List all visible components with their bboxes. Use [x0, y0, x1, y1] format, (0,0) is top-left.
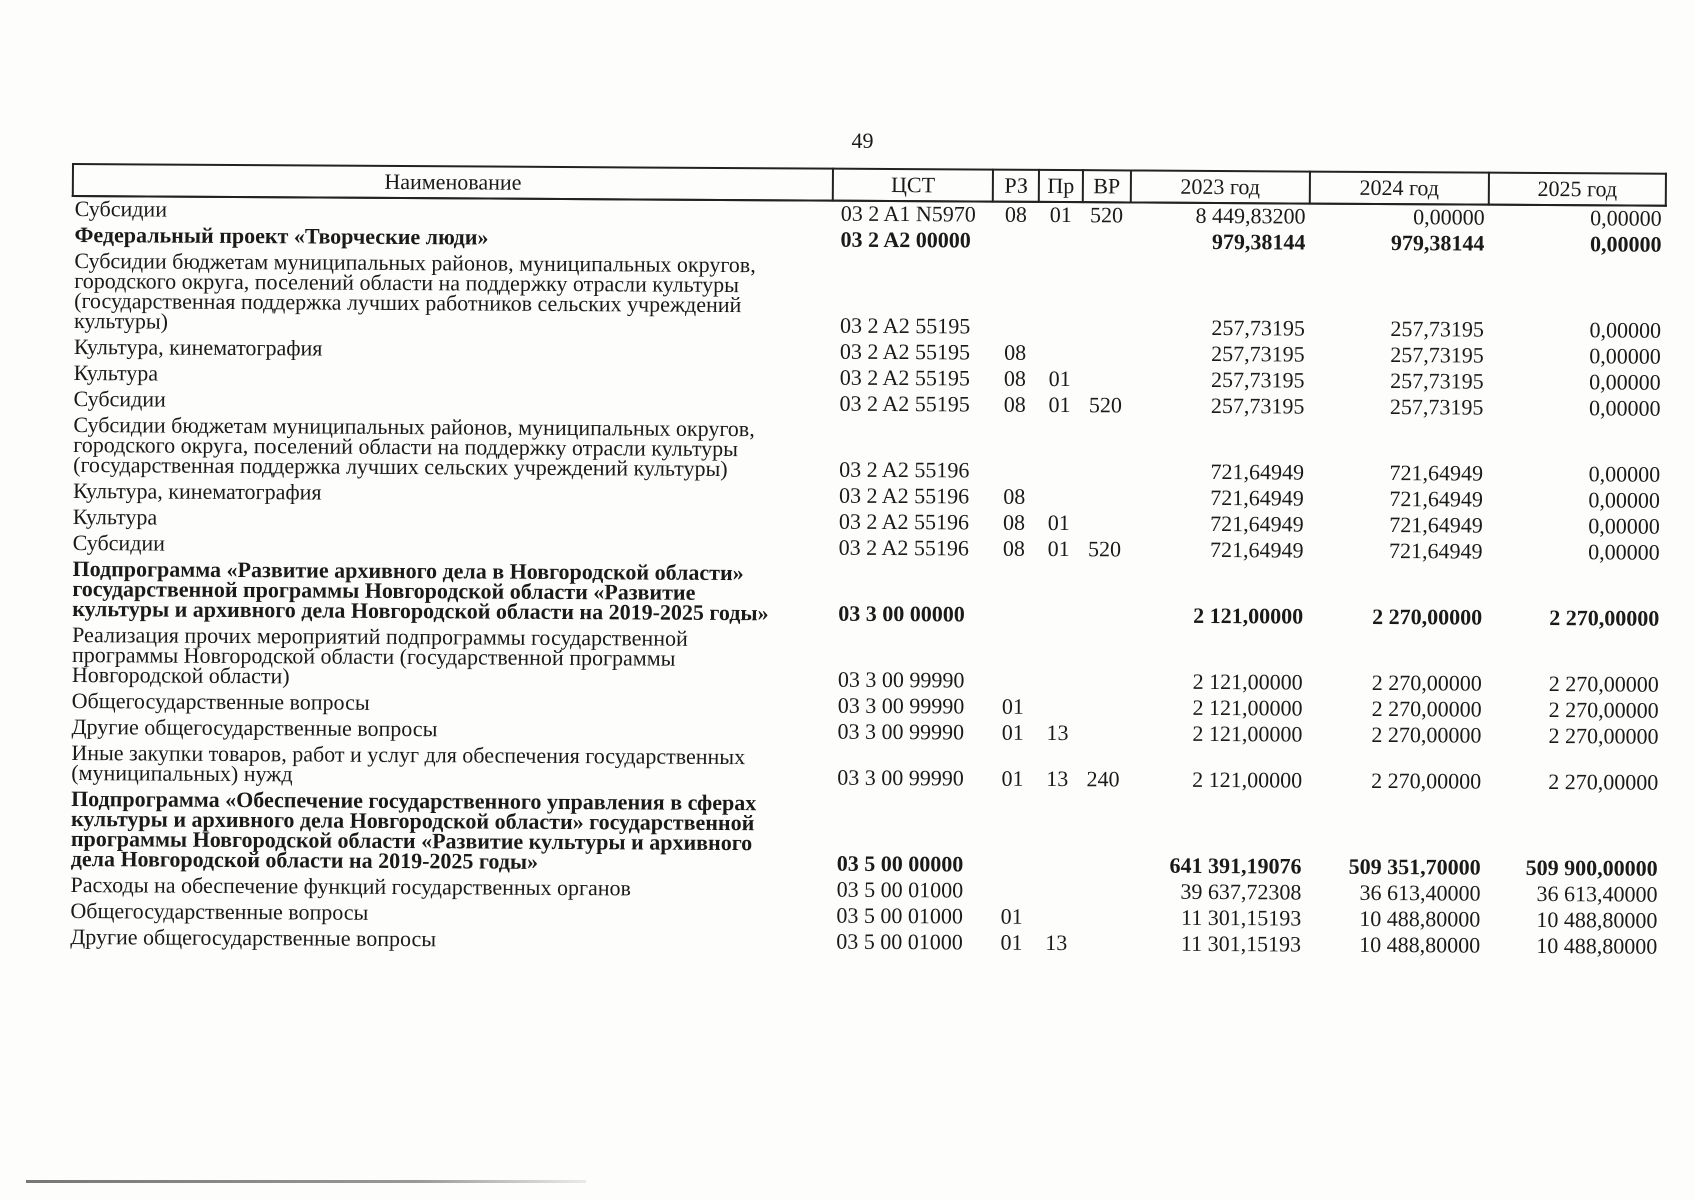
cell-2023: 39 637,72308	[1180, 878, 1302, 905]
cell-cst: 03 2 A2 00000	[840, 226, 971, 253]
cell-pr: 01	[1048, 365, 1071, 392]
cell-2025: 2 270,00000	[1548, 697, 1659, 723]
cell-vr	[1078, 905, 1126, 931]
header-vr: ВР	[1083, 170, 1131, 202]
cell-pr	[1036, 695, 1080, 721]
cell-2023: 721,64949	[1209, 536, 1304, 563]
cell-rz	[989, 793, 1035, 879]
cell-vr: 520	[1088, 392, 1122, 418]
cell-name: Реализация прочих мероприятий подпрограммы государственной программы Новгородской области (государственной программы Новгородской области)	[71, 622, 688, 689]
header-cst: ЦСТ	[833, 169, 994, 202]
budget-table	[67, 163, 1667, 961]
cell-2024: 509 351,70000	[1348, 853, 1481, 880]
cell-cst: 03 2 A2 55196	[838, 534, 969, 561]
cell-2023: 11 301,15193	[1181, 904, 1302, 931]
cell-2025: 0,00000	[1589, 317, 1662, 343]
cell-2024: 2 270,00000	[1371, 721, 1482, 748]
cell-vr	[1082, 229, 1130, 255]
cell-cst: 03 5 00 01000	[836, 928, 963, 955]
header-2024: 2024 год	[1310, 172, 1489, 205]
cell-2025: 2 270,00000	[1548, 769, 1659, 795]
cell-cst: 03 2 A2 55195	[839, 390, 970, 417]
cell-rz	[989, 879, 1035, 905]
cell-2023: 2 121,00000	[1192, 668, 1303, 695]
cell-vr	[1082, 255, 1130, 341]
cell-pr	[1036, 563, 1080, 629]
cell-rz: 01	[1001, 693, 1025, 719]
cell-2024: 36 613,40000	[1359, 879, 1481, 906]
cell-name: Культура, кинематография	[72, 478, 322, 505]
cell-name: Культура	[72, 504, 158, 530]
cell-name: Другие общегосударственные вопросы	[71, 714, 438, 742]
cell-vr: 520	[1089, 202, 1124, 228]
cell-vr: 240	[1086, 766, 1120, 792]
cell-2024: 2 270,00000	[1372, 603, 1483, 630]
cell-vr	[1082, 367, 1130, 393]
cell-name: Общегосударственные вопросы	[71, 688, 370, 715]
cell-vr	[1079, 695, 1127, 721]
header-pr: Пр	[1039, 170, 1083, 202]
cell-vr	[1080, 629, 1128, 695]
cell-pr: 13	[1046, 765, 1069, 792]
cell-vr: 520	[1087, 536, 1122, 562]
cell-2024: 721,64949	[1389, 512, 1483, 538]
table-row	[70, 623, 1663, 699]
cell-cst: 03 5 00 01000	[836, 876, 964, 903]
cell-pr	[1038, 341, 1082, 367]
cell-2025: 2 270,00000	[1549, 605, 1660, 631]
cell-2025: 2 270,00000	[1548, 671, 1659, 697]
cell-2025: 0,00000	[1589, 231, 1662, 257]
cell-rz: 08	[1002, 535, 1026, 561]
header-rz: РЗ	[993, 170, 1039, 202]
cell-cst: 03 5 00 01000	[836, 902, 964, 929]
table-row	[69, 787, 1662, 883]
cell-cst: 03 3 00 99990	[837, 666, 965, 693]
cell-vr	[1079, 721, 1127, 747]
cell-2023: 257,73195	[1210, 366, 1305, 393]
cell-2024: 257,73195	[1390, 316, 1485, 342]
cell-2025: 36 613,40000	[1536, 880, 1658, 907]
cell-name: Другие общегосударственные вопросы	[70, 924, 437, 952]
cell-2025: 0,00000	[1588, 513, 1660, 539]
cell-pr	[1035, 879, 1079, 905]
cell-vr	[1078, 879, 1126, 905]
cell-2023: 2 121,00000	[1193, 602, 1304, 629]
cell-vr	[1082, 341, 1130, 367]
cell-cst: 03 2 A2 55196	[839, 456, 970, 483]
cell-name: Подпрограмма «Развитие архивного дела в Новгородской области» государственной программы Новгородской области «Развитие культуры и архивного дела Новгородской области на 2019-2025 годы»	[72, 556, 769, 626]
cell-2024: 257,73195	[1390, 342, 1484, 368]
cell-pr	[1037, 419, 1081, 485]
cell-2025: 0,00000	[1589, 343, 1661, 369]
cell-rz	[993, 229, 1039, 255]
cell-2025: 509 900,00000	[1525, 854, 1658, 881]
cell-pr	[1034, 905, 1078, 931]
cell-2024: 10 488,80000	[1359, 931, 1481, 958]
cell-name: Субсидии бюджетам муниципальных районов, муниципальных округов, городского округа, поселений области на поддержку отрасли культуры (государственная поддержка лучших работников сельских учреждений культуры)	[73, 248, 756, 334]
cell-2024: 721,64949	[1389, 486, 1483, 512]
cell-2024: 10 488,80000	[1359, 905, 1481, 932]
budget-table-container	[67, 163, 1667, 961]
header-2025: 2025 год	[1489, 173, 1666, 206]
table-row	[72, 249, 1665, 345]
cell-2023: 721,64949	[1210, 510, 1304, 537]
cell-2023: 11 301,15193	[1180, 930, 1302, 957]
cell-2024: 2 270,00000	[1371, 695, 1482, 722]
cell-pr: 01	[1048, 391, 1071, 418]
page-number: 49	[851, 128, 874, 153]
cell-name: Иные закупки товаров, работ и услуг для обеспечения государственных (муниципальных) нужд	[71, 740, 746, 787]
cell-2023: 2 121,00000	[1192, 766, 1303, 793]
cell-2023: 257,73195	[1211, 314, 1305, 341]
cell-2025: 10 488,80000	[1536, 906, 1658, 933]
cell-pr: 13	[1046, 719, 1069, 746]
cell-pr: 01	[1049, 201, 1072, 228]
cell-2024: 2 270,00000	[1371, 669, 1482, 696]
cell-2023: 2 121,00000	[1192, 720, 1303, 747]
cell-name: Культура, кинематография	[73, 334, 323, 361]
cell-2024: 979,38144	[1390, 230, 1485, 256]
cell-cst: 03 5 00 00000	[836, 850, 964, 877]
cell-2023: 257,73195	[1211, 340, 1305, 367]
cell-vr	[1081, 511, 1129, 537]
cell-name: Субсидии бюджетам муниципальных районов, муниципальных округов, городского округа, поселений области на поддержку отрасли культуры (государственная поддержка лучших сельских учреждений культуры)	[73, 412, 755, 482]
cell-cst: 03 3 00 99990	[837, 692, 965, 719]
cell-name: Субсидии	[73, 386, 166, 412]
cell-cst: 03 3 00 99990	[837, 764, 964, 791]
cell-vr	[1081, 419, 1129, 485]
cell-cst: 03 2 A2 55196	[838, 482, 970, 509]
cell-2024: 721,64949	[1389, 460, 1484, 486]
table-row	[70, 557, 1663, 633]
cell-2023: 979,38144	[1211, 228, 1306, 255]
cell-rz: 01	[1000, 903, 1023, 929]
cell-2025: 0,00000	[1589, 369, 1661, 395]
cell-name: Подпрограмма «Обеспечение государственного управления в сферах культуры и архивного дела Новгородской области» государственной программы Новгородской области «Развитие культуры и архивного дела Новгородской области на 2019-2025 годы»	[70, 786, 757, 874]
cell-2024: 257,73195	[1389, 394, 1484, 420]
cell-cst: 03 3 00 00000	[838, 600, 965, 627]
cell-name: Федеральный проект «Творческие люди»	[74, 222, 489, 250]
cell-2023: 257,73195	[1210, 392, 1305, 419]
cell-2023: 641 391,19076	[1169, 852, 1302, 879]
cell-vr	[1081, 485, 1129, 511]
cell-rz: 01	[1001, 719, 1024, 745]
cell-rz: 08	[1003, 483, 1026, 509]
cell-rz: 01	[1000, 929, 1023, 955]
cell-cst: 03 2 A2 55196	[838, 508, 970, 535]
header-2023: 2023 год	[1131, 170, 1310, 203]
cell-rz: 08	[1003, 365, 1027, 391]
cell-2024: 721,64949	[1389, 538, 1483, 564]
cell-pr	[1039, 229, 1083, 255]
cell-rz: 08	[1003, 391, 1026, 417]
cell-pr	[1037, 485, 1081, 511]
cell-rz: 08	[1004, 339, 1027, 365]
cell-rz: 08	[1003, 509, 1026, 535]
table-body	[68, 196, 1666, 961]
cell-cst: 03 2 A1 N5970	[840, 200, 976, 227]
cell-2025: 0,00000	[1588, 461, 1661, 487]
cell-cst: 03 2 A2 55195	[839, 312, 971, 339]
cell-rz: 08	[1004, 201, 1028, 227]
scan-edge-line	[26, 1180, 586, 1183]
header-name: Наименование	[73, 164, 833, 201]
cell-2024: 257,73195	[1390, 368, 1484, 394]
cell-pr	[1038, 255, 1082, 341]
cell-vr	[1078, 931, 1126, 957]
cell-2025: 0,00000	[1588, 395, 1661, 421]
cell-rz	[991, 419, 1037, 485]
table-row	[71, 413, 1664, 489]
cell-pr	[1035, 793, 1079, 879]
cell-2025: 10 488,80000	[1536, 932, 1658, 959]
cell-name: Культура	[73, 360, 159, 386]
cell-pr: 13	[1045, 929, 1068, 956]
cell-2025: 2 270,00000	[1548, 723, 1659, 749]
cell-name: Субсидии	[74, 196, 168, 222]
cell-pr: 01	[1047, 535, 1070, 562]
cell-2025: 0,00000	[1588, 487, 1661, 513]
cell-vr	[1080, 563, 1128, 629]
cell-vr	[1079, 793, 1127, 879]
cell-cst: 03 3 00 99990	[837, 718, 965, 745]
cell-cst: 03 2 A2 55195	[839, 338, 971, 365]
cell-name: Расходы на обеспечение функций государственных органов	[70, 872, 632, 901]
cell-2025: 0,00000	[1588, 539, 1660, 565]
cell-2024: 0,00000	[1413, 204, 1485, 230]
cell-rz	[990, 629, 1036, 695]
cell-pr: 01	[1047, 509, 1070, 536]
cell-2024: 2 270,00000	[1371, 767, 1482, 794]
cell-2023: 721,64949	[1210, 484, 1304, 511]
cell-2025: 0,00000	[1590, 205, 1662, 231]
cell-rz	[991, 563, 1037, 629]
cell-cst: 03 2 A2 55195	[839, 364, 971, 391]
cell-rz: 01	[1001, 765, 1024, 791]
cell-name: Субсидии	[72, 530, 166, 556]
cell-pr	[1036, 629, 1080, 695]
cell-name: Общегосударственные вопросы	[70, 898, 369, 925]
cell-rz	[992, 255, 1038, 341]
cell-2023: 8 449,83200	[1195, 202, 1306, 229]
cell-2023: 2 121,00000	[1192, 694, 1303, 721]
cell-2023: 721,64949	[1210, 458, 1305, 485]
